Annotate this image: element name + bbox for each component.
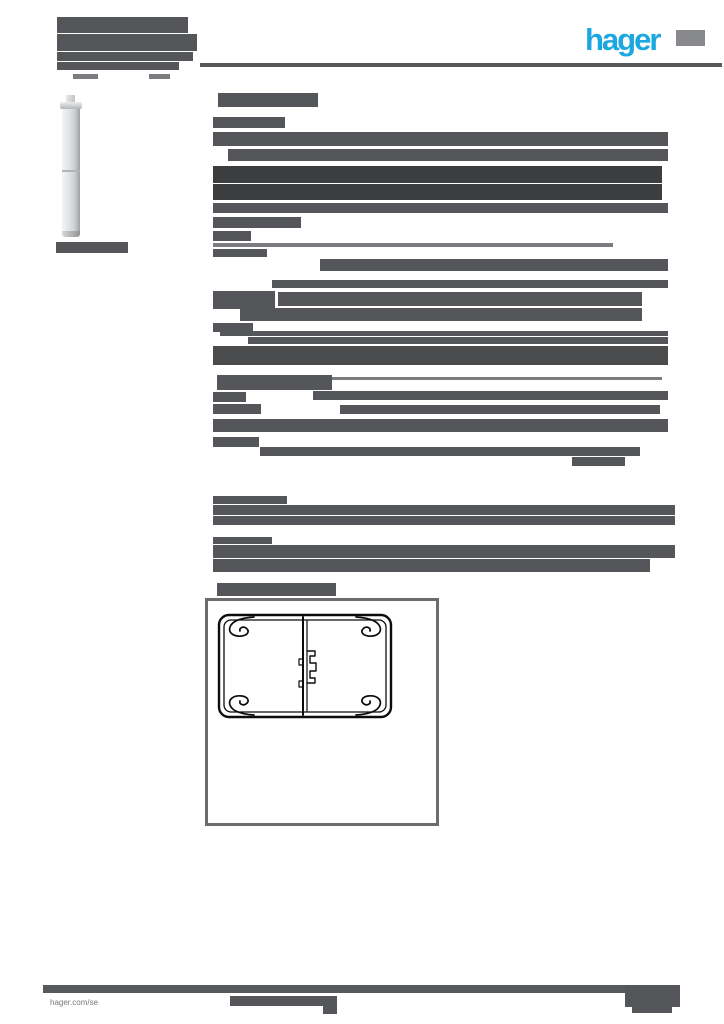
spec-row-bar bbox=[213, 346, 668, 365]
section-heading-bar bbox=[213, 496, 287, 504]
spec-value-bar bbox=[313, 391, 668, 400]
spec-label-bar bbox=[213, 437, 259, 447]
logo-badge bbox=[676, 30, 705, 46]
section-heading-bar bbox=[217, 583, 336, 596]
small-text-bar bbox=[149, 74, 170, 79]
spec-label-bar bbox=[213, 231, 251, 241]
spec-label-bar bbox=[213, 392, 246, 402]
spec-value-bar bbox=[240, 308, 642, 321]
title-text-bar bbox=[57, 17, 188, 33]
spec-label-bar bbox=[213, 249, 267, 257]
paragraph-bar bbox=[213, 545, 675, 558]
spec-row-bar bbox=[213, 419, 668, 432]
footer-url: hager.com/se bbox=[46, 993, 133, 1013]
footer-text-bar bbox=[230, 996, 337, 1006]
spec-label-bar bbox=[213, 291, 275, 309]
hager-logo: hager bbox=[585, 22, 660, 57]
page-number-block bbox=[625, 985, 680, 1007]
technical-drawing-box bbox=[205, 598, 439, 826]
page-number-block bbox=[632, 1007, 672, 1013]
spec-value-bar bbox=[278, 292, 642, 306]
spec-value-bar bbox=[572, 457, 625, 466]
header-rule bbox=[200, 63, 722, 67]
spec-row-bar bbox=[332, 377, 662, 380]
small-text-bar bbox=[73, 74, 98, 79]
spec-label-bar bbox=[213, 217, 301, 228]
spec-row-bar bbox=[213, 132, 668, 146]
profile-cross-section-drawing bbox=[208, 607, 436, 725]
section-heading-bar bbox=[218, 93, 318, 107]
spec-value-bar bbox=[320, 259, 668, 271]
spec-label-bar bbox=[213, 117, 285, 128]
spec-label-bar bbox=[213, 404, 261, 414]
subtitle-text-bar bbox=[57, 62, 179, 70]
section-heading-bar bbox=[213, 537, 272, 544]
column-seam bbox=[62, 170, 80, 172]
spec-label-bar bbox=[213, 323, 253, 332]
footer-rule-bar bbox=[43, 985, 680, 993]
spec-row-bar bbox=[213, 184, 662, 200]
spec-row-bar bbox=[228, 149, 668, 161]
spec-row-bar bbox=[213, 166, 662, 183]
subtitle-text-bar bbox=[57, 52, 193, 61]
title-text-bar bbox=[57, 34, 197, 51]
footer-text-bar bbox=[323, 1005, 337, 1014]
spec-row-bar bbox=[213, 243, 613, 247]
caption-bar bbox=[56, 242, 128, 253]
spec-value-bar bbox=[272, 280, 668, 288]
paragraph-bar bbox=[213, 516, 675, 525]
column-top-flange bbox=[60, 102, 82, 109]
spec-row-bar bbox=[213, 203, 668, 213]
spec-row-bar bbox=[220, 331, 668, 336]
paragraph-bar bbox=[213, 559, 650, 572]
spec-value-bar bbox=[340, 405, 660, 414]
spec-value-bar bbox=[260, 447, 640, 456]
paragraph-bar bbox=[213, 505, 675, 515]
column-foot bbox=[62, 231, 80, 237]
section-heading-bar bbox=[217, 375, 332, 390]
spec-value-bar bbox=[248, 337, 668, 344]
